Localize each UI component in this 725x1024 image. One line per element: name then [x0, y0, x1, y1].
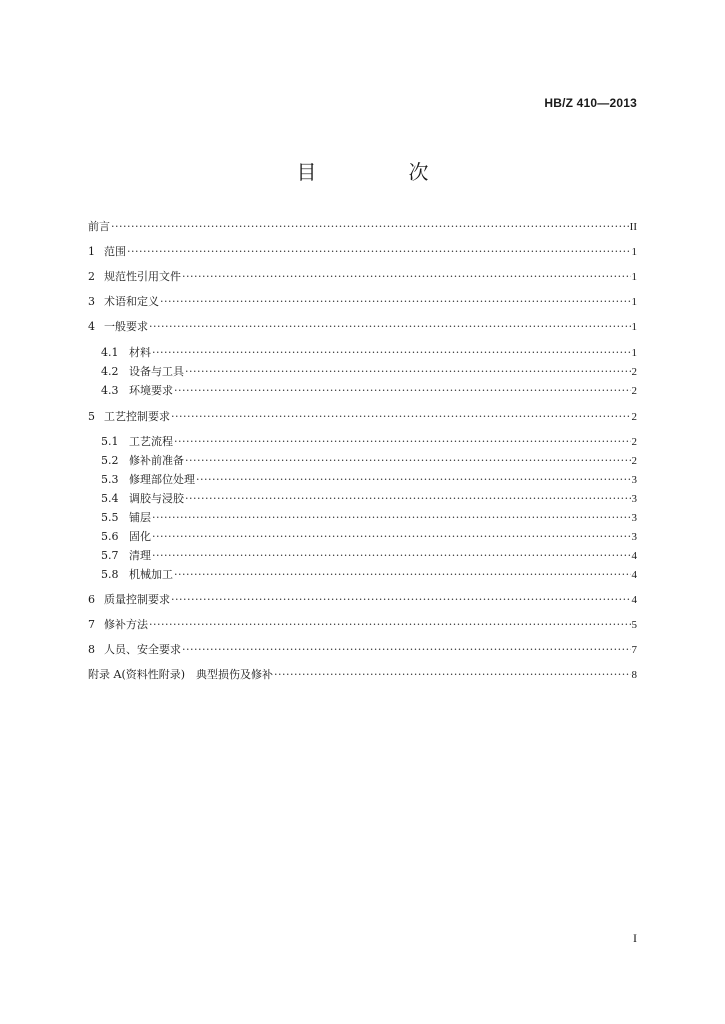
toc-entry-equipment-tools[interactable]	[101, 365, 637, 379]
toc-number: 5.8	[101, 568, 119, 581]
toc-number: 4.2	[101, 365, 119, 378]
page-title: 目 次	[296, 160, 465, 184]
toc-page-number: 8	[631, 669, 637, 681]
toc-label: 修补前准备	[129, 454, 184, 467]
toc-page-number: 1	[631, 271, 637, 283]
dot-leader	[274, 668, 630, 682]
toc-page-number: 3	[631, 493, 637, 505]
toc-label: 机械加工	[129, 568, 173, 581]
toc-number: 5.4	[101, 492, 119, 505]
dot-leader	[196, 473, 631, 487]
dot-leader	[149, 320, 631, 334]
toc-number: 6	[88, 593, 95, 606]
toc-entry-materials[interactable]	[101, 346, 637, 360]
toc-label: 工艺流程	[129, 435, 173, 448]
dot-leader	[171, 410, 631, 424]
toc-page-number: 1	[631, 296, 637, 308]
toc-page-number: 2	[631, 455, 637, 467]
toc-number: 5.5	[101, 511, 119, 524]
toc-number: 4.3	[101, 384, 119, 397]
toc-page-number: 2	[631, 366, 637, 378]
toc-page-number: II	[629, 221, 637, 233]
toc-label: 质量控制要求	[104, 593, 170, 606]
toc-label: 环境要求	[129, 384, 173, 397]
dot-leader	[152, 530, 631, 544]
toc-page-number: 1	[631, 321, 637, 333]
toc-label: 修理部位处理	[129, 473, 195, 486]
toc-label: 清理	[129, 549, 151, 562]
toc-page-number: 2	[631, 411, 637, 423]
dot-leader	[174, 384, 631, 398]
dot-leader	[149, 618, 631, 632]
toc-entry-foreword[interactable]	[88, 220, 637, 234]
toc-number: 5.3	[101, 473, 119, 486]
toc-label: 人员、安全要求	[104, 643, 181, 656]
toc-label: 设备与工具	[129, 365, 184, 378]
dot-leader	[185, 454, 631, 468]
toc-number: 3	[88, 295, 95, 308]
toc-entry-process-control[interactable]	[88, 410, 637, 424]
dot-leader	[111, 220, 629, 234]
toc-entry-terms-definitions[interactable]	[88, 295, 637, 309]
toc-entry-appendix-a[interactable]	[88, 668, 637, 682]
toc-entry-resin-mixing-impregnation[interactable]	[101, 492, 637, 506]
dot-leader	[182, 643, 631, 657]
toc-page-number: 4	[631, 594, 637, 606]
toc-number: 5.6	[101, 530, 119, 543]
toc-label: 规范性引用文件	[104, 270, 181, 283]
toc-page-number: 2	[631, 436, 637, 448]
toc-entry-quality-control[interactable]	[88, 593, 637, 607]
toc-page-number: 7	[631, 644, 637, 656]
toc-label: 修补方法	[104, 618, 148, 631]
toc-number: 2	[88, 270, 95, 283]
toc-page-number: 5	[631, 619, 637, 631]
toc-entry-environment[interactable]	[101, 384, 637, 398]
toc-entry-pre-repair-preparation[interactable]	[101, 454, 637, 468]
toc-entry-personnel-safety[interactable]	[88, 643, 637, 657]
toc-entry-normative-references[interactable]	[88, 270, 637, 284]
toc-page-number: 4	[631, 550, 637, 562]
toc-number: 5.2	[101, 454, 119, 467]
standard-number: HB/Z 410—2013	[544, 96, 637, 110]
dot-leader	[174, 435, 631, 449]
dot-leader	[185, 365, 631, 379]
toc-entry-layup[interactable]	[101, 511, 637, 525]
toc-label: 附录 A(资料性附录) 典型损伤及修补	[88, 668, 274, 681]
dot-leader	[127, 245, 631, 259]
toc-number: 5	[88, 410, 95, 423]
toc-entry-repair-area-treatment[interactable]	[101, 473, 637, 487]
toc-label: 材料	[129, 346, 151, 359]
toc-entry-scope[interactable]	[88, 245, 637, 259]
toc-label: 前言	[88, 220, 110, 233]
toc-entry-process-flow[interactable]	[101, 435, 637, 449]
page-number: I	[633, 931, 637, 945]
toc-page-number: 3	[631, 474, 637, 486]
toc-page-number: 4	[631, 569, 637, 581]
toc-page-number: 2	[631, 385, 637, 397]
toc-label: 范围	[104, 245, 126, 258]
toc-label: 调胶与浸胶	[129, 492, 184, 505]
toc-label: 术语和定义	[104, 295, 159, 308]
toc-number: 4	[88, 320, 95, 333]
dot-leader	[185, 492, 631, 506]
dot-leader	[174, 568, 631, 582]
toc-label: 固化	[129, 530, 151, 543]
toc-page-number: 3	[631, 512, 637, 524]
toc-number: 4.1	[101, 346, 119, 359]
toc-label: 一般要求	[104, 320, 148, 333]
toc-page-number: 1	[631, 347, 637, 359]
dot-leader	[152, 549, 631, 563]
toc-entry-repair-methods[interactable]	[88, 618, 637, 632]
toc-number: 8	[88, 643, 95, 656]
toc-label: 铺层	[129, 511, 151, 524]
dot-leader	[152, 346, 631, 360]
dot-leader	[171, 593, 631, 607]
toc-entry-machining[interactable]	[101, 568, 637, 582]
toc-number: 5.1	[101, 435, 119, 448]
toc-number: 7	[88, 618, 95, 631]
toc-page-number: 3	[631, 531, 637, 543]
toc-entry-general-requirements[interactable]	[88, 320, 637, 334]
toc-page-number: 1	[631, 246, 637, 258]
dot-leader	[152, 511, 631, 525]
toc-label: 工艺控制要求	[104, 410, 170, 423]
toc-number: 1	[88, 245, 95, 258]
toc-entry-cleaning[interactable]	[101, 549, 637, 563]
toc-entry-curing[interactable]	[101, 530, 637, 544]
dot-leader	[160, 295, 631, 309]
dot-leader	[182, 270, 631, 284]
toc-number: 5.7	[101, 549, 119, 562]
